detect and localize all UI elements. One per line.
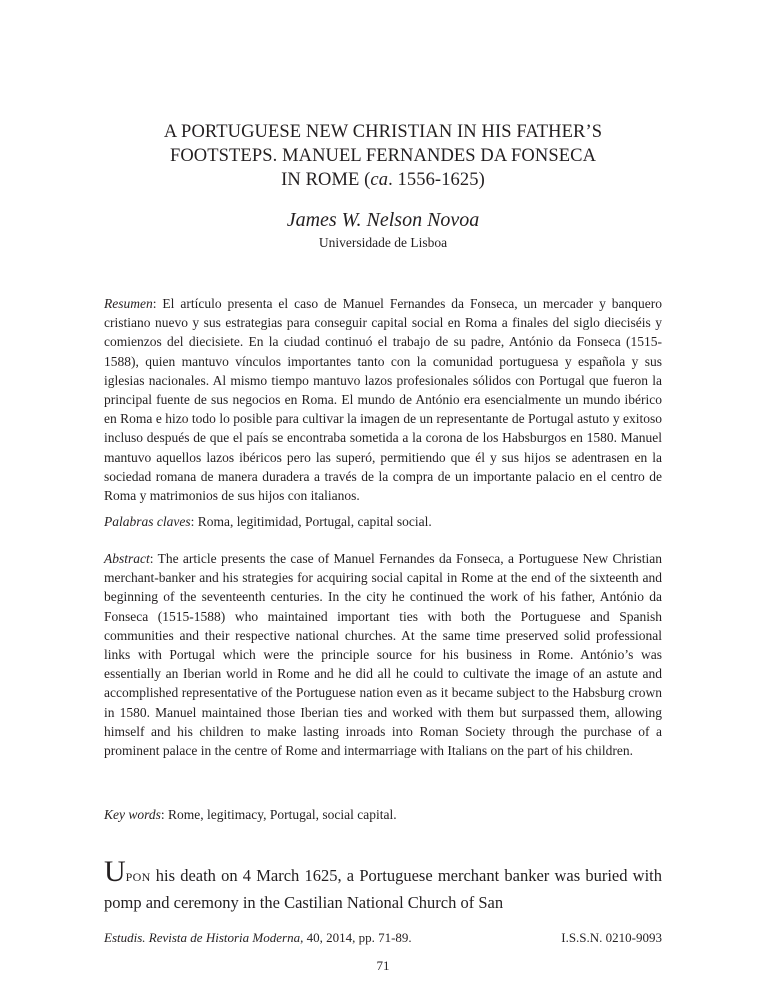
- article-title: [104, 120, 662, 192]
- article-page: [104, 0, 662, 994]
- journal-citation: [104, 930, 412, 946]
- journal-volume-pages: , 40, 2014, pp. 71-89.: [300, 930, 412, 945]
- keywords-label: Key words: [104, 807, 161, 822]
- keywords-text: : Rome, legitimacy, Portugal, social capital.: [160, 807, 397, 822]
- journal-name: Estudis. Revista de Historia Moderna: [104, 930, 301, 945]
- keywords-paragraph: [104, 805, 662, 824]
- title-line-2: FOOTSTEPS. MANUEL FERNANDES DA FONSECA: [169, 146, 597, 166]
- resumen-paragraph: [104, 294, 662, 505]
- palabras-claves-text: : Roma, legitimidad, Portugal, capital social.: [190, 514, 432, 529]
- title-line-3: [104, 168, 662, 192]
- issn: I.S.S.N. 0210-9093: [561, 930, 662, 945]
- body-text: his death on 4 March 1625, a Portuguese merchant banker was buried with pomp and ceremony in the Castilian National Church of San: [104, 866, 662, 912]
- author-name: James W. Nelson Novoa: [286, 209, 480, 231]
- title-circa: ca: [370, 170, 389, 190]
- title-line-1: A PORTUGUESE NEW CHRISTIAN IN HIS FATHER’S: [163, 122, 603, 142]
- page-number: 71: [376, 958, 390, 973]
- resumen-label: Resumen: [104, 296, 153, 311]
- palabras-claves-label: Palabras claves: [104, 514, 191, 529]
- abstract-label: Abstract: [104, 551, 150, 566]
- title-line-3-post: . 1556-1625): [388, 170, 485, 190]
- resumen-text: : El artículo presenta el caso de Manuel Fernandes da Fonseca, un mercader y banquero cristiano nuevo y sus estrategias para conseguir capital social en Roma a finales del siglo dieciséis y comienzos del diecisiete. En la ciudad continuó el trabajo de su padre, António da Fonseca (1515-1588), quien mantuvo vínculos importantes tanto con la comunidad portuguesa y española y sus iglesias nacionales. Al mismo tiempo mantuvo lazos profesionales sólidos con Portugal que fueron la principal fuente de sus negocios en Roma. El mundo de António era esencialmente un mundo ibérico en Roma e hizo todo lo posible para cultivar la imagen de un representante de Portugal astuto y exitoso incluso después de que el país se encontraba sometida a la corona de los Habsburgos en 1580. Manuel mantuvo aquellos lazos ibéricos pero las superó, permitiendo que él y sus hijos se adentrasen en la sociedad romana de manera duradera a través de la compra de un importante palacio en el centro de Roma y matrimonios de sus hijos con italianos.: [104, 296, 662, 504]
- drop-cap: U: [104, 855, 126, 888]
- author-affiliation: Universidade de Lisboa: [318, 235, 448, 250]
- small-caps-word: PON: [125, 870, 151, 884]
- abstract-text: : The article presents the case of Manuel Fernandes da Fonseca, a Portuguese New Christian merchant-banker and his strategies for acquiring social capital in Rome at the end of the sixteenth and beginning of the seventeenth centuries. In the city he continued the work of his father, António da Fonseca (1515-1588) who maintained important ties with both the Portuguese and Spanish communities and their respective national churches. At the same time preserved solid professional links with Portugal which were the principle source for his business in Rome. António’s was essentially an Iberian world in Rome and he did all he could to cultivate the image of an astute and accomplished representative of the Portuguese nation even as it became subject to the Habsburg crown in 1580. Manuel maintained those Iberian ties and worked with them but surpassed them, allowing himself and his children to make lasting inroads into Roman Society through the purchase of a prominent palace in the centre of Rome and intermarriage with Italians on the part of his children.: [104, 551, 662, 759]
- palabras-claves-paragraph: [104, 512, 662, 531]
- body-opening-paragraph: [104, 855, 662, 915]
- abstract-paragraph: [104, 549, 662, 760]
- title-line-3-pre: IN ROME (: [281, 170, 371, 190]
